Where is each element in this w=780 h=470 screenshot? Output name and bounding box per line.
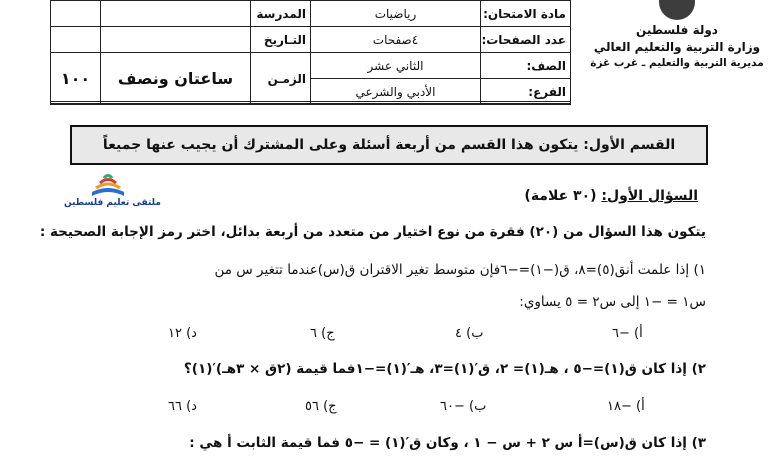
item2-choice-c[interactable]: ج) ٥٦ [305, 399, 337, 414]
exam-header-table [50, 0, 570, 104]
item1-line1: ١) إذا علمت أنق(٥)=٨، ق(−١)=−٦فإن متوسط تغير الاقتران ق(س)عندما تتغير س من [214, 262, 706, 278]
item1-line2: س١ = −١ إلى س٢ = ٥ يساوي: [519, 294, 706, 310]
site-logo [64, 170, 161, 216]
site-logo-text: ملتقى تعليم فلسطين [64, 198, 161, 208]
item1-choice-b[interactable]: ب) ٤ [455, 326, 484, 341]
directorate-name: مديرية التربية والتعليم ـ غرب غزة [590, 57, 764, 69]
subject-label: مادة الامتحان: [481, 1, 571, 27]
subject-value: رياضيات [311, 1, 481, 27]
item1-choice-d[interactable]: د) ١٢ [168, 326, 197, 341]
question-label: السؤال الأول: [601, 188, 698, 204]
item2-choice-d[interactable]: د) ٦٦ [168, 399, 197, 414]
state-name: دولة فلسطين [636, 23, 718, 37]
time-label: الزمـن [251, 53, 311, 105]
state-emblem-icon [659, 0, 695, 20]
branch-label: الفرع: [481, 79, 571, 105]
section-banner-text: القسم الأول: يتكون هذا القسم من أربعة أسئلة وعلى المشترك أن يجيب عنها جميعاً [102, 137, 676, 153]
grade-value: الثاني عشر [311, 53, 481, 79]
school-label: المدرسة [251, 1, 311, 27]
pages-value: ٤صفحات [311, 27, 481, 53]
branch-value: الأدبي والشرعي [311, 79, 481, 105]
section-banner [70, 125, 708, 165]
school-value [101, 1, 251, 27]
ministry-block [582, 0, 772, 104]
question-title [524, 188, 698, 204]
item2-line: ٢) إذا كان ق(١)=−٥ ، هـ(١)= ٢، ق′(١)=٣، هـ′(١)=−١فما قيمة (٢ق × ٣هـ)′(١)؟ [183, 361, 706, 377]
header-empty-cell [51, 27, 101, 53]
question-instruction: يتكون هذا السؤال من (٢٠) فقرة من نوع اختيار من متعدد من أربعة بدائل، اختر رمز الإجابة الصحيحة : [39, 224, 706, 240]
pages-label: عدد الصفحات: [481, 27, 571, 53]
item1-choice-c[interactable]: ج) ٦ [310, 326, 335, 341]
item1-choice-a[interactable]: أ) −٦ [612, 326, 643, 341]
grade-label: الصف: [481, 53, 571, 79]
date-label: التـاريخ [251, 27, 311, 53]
book-logo-icon [88, 170, 128, 198]
total-marks: ١٠٠ [51, 53, 101, 105]
duration-value: ساعتان ونصف [101, 53, 251, 105]
item1-choices [0, 326, 780, 346]
item3-line: ٣) إذا كان ق(س)=أ س ٢ + س − ١ ، وكان ق′(١) = −٥ فما قيمة الثابت أ هي : [189, 435, 706, 451]
question-marks: (٣٠ علامة) [524, 188, 597, 204]
item2-choices [0, 399, 780, 419]
header-empty-cell [51, 1, 101, 27]
ministry-name: وزارة التربية والتعليم العالي [593, 40, 761, 54]
date-value [101, 27, 251, 53]
item2-choice-a[interactable]: أ) −١٨ [607, 399, 645, 414]
item2-choice-b[interactable]: ب) −٦٠ [440, 399, 487, 414]
